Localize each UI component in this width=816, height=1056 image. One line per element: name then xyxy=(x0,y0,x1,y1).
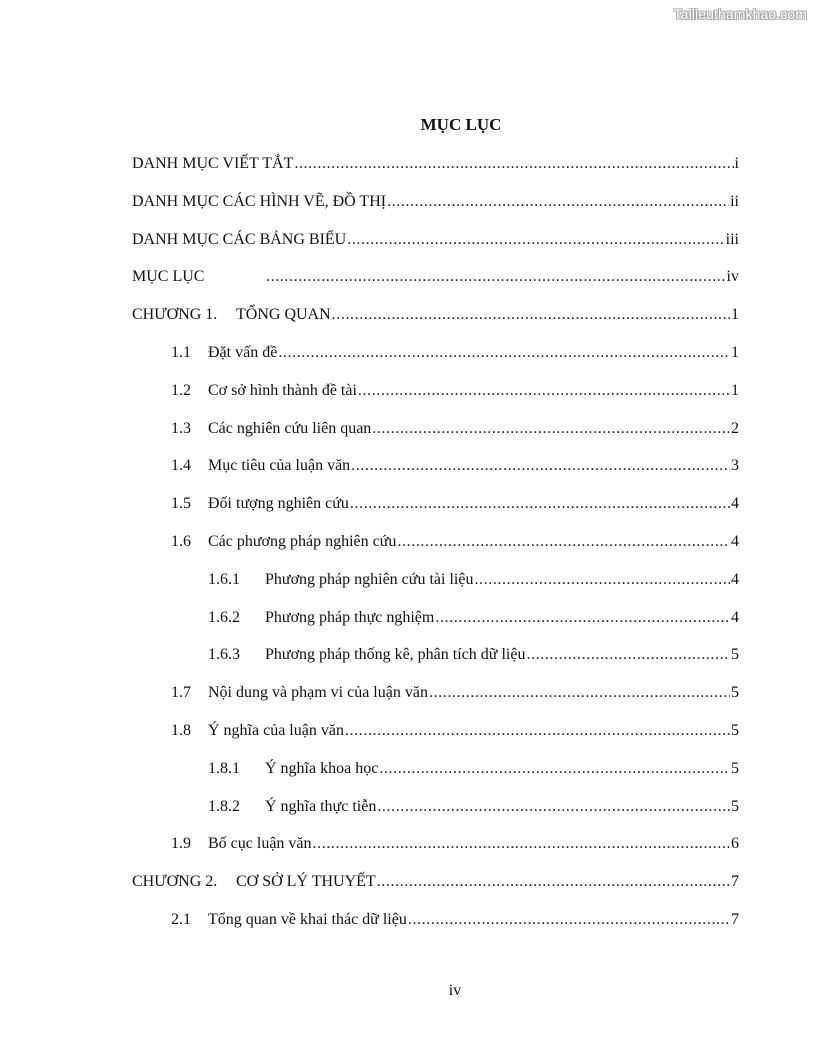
toc-entry[interactable] xyxy=(132,192,739,212)
toc-dot-leader xyxy=(372,419,730,439)
toc-dot-leader xyxy=(408,910,730,930)
toc-entry[interactable] xyxy=(171,494,739,514)
toc-dot-leader xyxy=(379,759,730,779)
toc-entry-title: Ý nghĩa khoa học xyxy=(265,760,379,777)
toc-entry-number: CHƯƠNG 2. xyxy=(132,873,218,890)
toc-dot-leader xyxy=(358,381,730,401)
toc-entry-title: DANH MỤC CÁC HÌNH VẼ, ĐỒ THỊ xyxy=(132,193,387,210)
toc-entry-number: 1.3 xyxy=(171,420,191,437)
toc-entry-page: iv xyxy=(726,268,739,285)
toc-entry[interactable] xyxy=(171,456,739,476)
toc-entry[interactable] xyxy=(132,154,739,174)
toc-entry-number: 1.6.3 xyxy=(208,646,240,663)
toc-entry-title: Phương pháp thống kê, phân tích dữ liệu xyxy=(265,646,526,663)
toc-entry-title: TỔNG QUAN xyxy=(236,306,331,323)
toc-entry-title: Tổng quan về khai thác dữ liệu xyxy=(208,911,407,928)
toc-dot-leader xyxy=(377,797,730,817)
toc-dot-leader xyxy=(435,608,730,628)
toc-entry-number: 2.1 xyxy=(171,911,191,928)
toc-dot-leader xyxy=(429,683,730,703)
toc-entry-number: 1.4 xyxy=(171,457,191,474)
toc-entry-page: 3 xyxy=(731,457,739,474)
toc-entry-number: 1.5 xyxy=(171,495,191,512)
toc-entry-page: i xyxy=(734,155,739,172)
toc-entry-title: Đối tượng nghiên cứu xyxy=(208,495,349,512)
toc-dot-leader xyxy=(345,721,730,741)
toc-entry-title: Cơ sở hình thành đề tài xyxy=(208,382,357,399)
toc-entry-page: 4 xyxy=(731,609,739,626)
watermark: Tailieuthamkhao.com xyxy=(673,6,807,22)
toc-entry-page: 6 xyxy=(731,835,739,852)
toc-entry-page: 4 xyxy=(731,571,739,588)
toc-entry[interactable] xyxy=(132,230,739,250)
toc-entry-title: Phương pháp nghiên cứu tài liệu xyxy=(265,571,474,588)
toc-entry-title: Các nghiên cứu liên quan xyxy=(208,420,372,437)
toc-dot-leader xyxy=(266,267,726,287)
toc-entry-page: ii xyxy=(730,193,739,210)
toc-entry-page: iii xyxy=(725,231,739,248)
toc-entry-title: Các phương pháp nghiên cứu xyxy=(208,533,397,550)
toc-entry-number: 1.6 xyxy=(171,533,191,550)
toc-entry[interactable] xyxy=(208,797,739,817)
toc-entry[interactable] xyxy=(171,910,739,930)
toc-entry[interactable] xyxy=(171,381,739,401)
toc-dot-leader xyxy=(313,834,730,854)
toc-entry[interactable] xyxy=(208,570,739,590)
toc-entry-page: 5 xyxy=(731,798,739,815)
toc-entry-page: 1 xyxy=(731,306,739,323)
toc-dot-leader xyxy=(474,570,730,590)
toc-entry-number: 1.8 xyxy=(171,722,191,739)
toc-entry-page: 5 xyxy=(731,684,739,701)
page-title: MỤC LỤC xyxy=(420,115,502,134)
page-number: iv xyxy=(448,982,462,999)
toc-dot-leader xyxy=(278,343,730,363)
toc-entry-page: 2 xyxy=(731,420,739,437)
toc-entry[interactable] xyxy=(132,267,739,287)
toc-entry-page: 7 xyxy=(731,911,739,928)
toc-entry-page: 5 xyxy=(731,722,739,739)
toc-entry-page: 4 xyxy=(731,495,739,512)
toc-entry[interactable] xyxy=(171,834,739,854)
toc-dot-leader xyxy=(387,192,729,212)
toc-entry[interactable] xyxy=(171,721,739,741)
toc-entry-number: 1.6.1 xyxy=(208,571,240,588)
toc-entry-number: 1.9 xyxy=(171,835,191,852)
toc-dot-leader xyxy=(294,154,733,174)
toc-entry-number: 1.8.2 xyxy=(208,798,240,815)
toc-dot-leader xyxy=(397,532,730,552)
toc-entry-number: 1.1 xyxy=(171,344,191,361)
toc-entry-page: 1 xyxy=(731,344,739,361)
toc-entry[interactable] xyxy=(208,608,739,628)
toc-entry[interactable] xyxy=(171,419,739,439)
toc-entry[interactable] xyxy=(208,645,739,665)
toc-entry[interactable] xyxy=(171,683,739,703)
toc-entry-number: CHƯƠNG 1. xyxy=(132,306,218,323)
toc-entry[interactable] xyxy=(171,532,739,552)
toc-entry-number: 1.6.2 xyxy=(208,609,240,626)
toc-dot-leader xyxy=(351,456,730,476)
toc-dot-leader xyxy=(350,494,730,514)
toc-entry-title: Nội dung và phạm vi của luận văn xyxy=(208,684,428,701)
toc-entry-number: 1.8.1 xyxy=(208,760,240,777)
toc-entry-title: Ý nghĩa thực tiễn xyxy=(265,798,377,815)
toc-entry-number: 1.2 xyxy=(171,382,191,399)
toc-entry[interactable] xyxy=(171,343,739,363)
toc-entry-title: DANH MỤC CÁC BẢNG BIỂU xyxy=(132,231,347,248)
toc-entry[interactable] xyxy=(208,759,739,779)
toc-entry-number: 1.7 xyxy=(171,684,191,701)
toc-entry-page: 1 xyxy=(731,382,739,399)
toc-entry-page: 7 xyxy=(731,873,739,890)
toc-entry-title: DANH MỤC VIẾT TẮT xyxy=(132,155,294,172)
toc-entry-page: 5 xyxy=(731,760,739,777)
toc-entry[interactable] xyxy=(132,305,739,325)
toc-entry-title: CƠ SỞ LÝ THUYẾT xyxy=(236,873,376,890)
toc-entry-page: 5 xyxy=(731,646,739,663)
toc-dot-leader xyxy=(526,645,730,665)
toc-entry-title: Mục tiêu của luận văn xyxy=(208,457,351,474)
toc-entry-page: 4 xyxy=(731,533,739,550)
toc-entry[interactable] xyxy=(132,872,739,892)
toc-entry-title: Phương pháp thực nghiệm xyxy=(265,609,435,626)
toc-entry-title: MỤC LỤC xyxy=(132,268,205,285)
toc-entry-title: Bố cục luận văn xyxy=(208,835,312,852)
toc-entry-title: Ý nghĩa của luận văn xyxy=(208,722,344,739)
toc-dot-leader xyxy=(377,872,730,892)
toc-dot-leader xyxy=(347,230,724,250)
toc-entry-title: Đặt vấn đề xyxy=(208,344,278,361)
toc-dot-leader xyxy=(332,305,730,325)
